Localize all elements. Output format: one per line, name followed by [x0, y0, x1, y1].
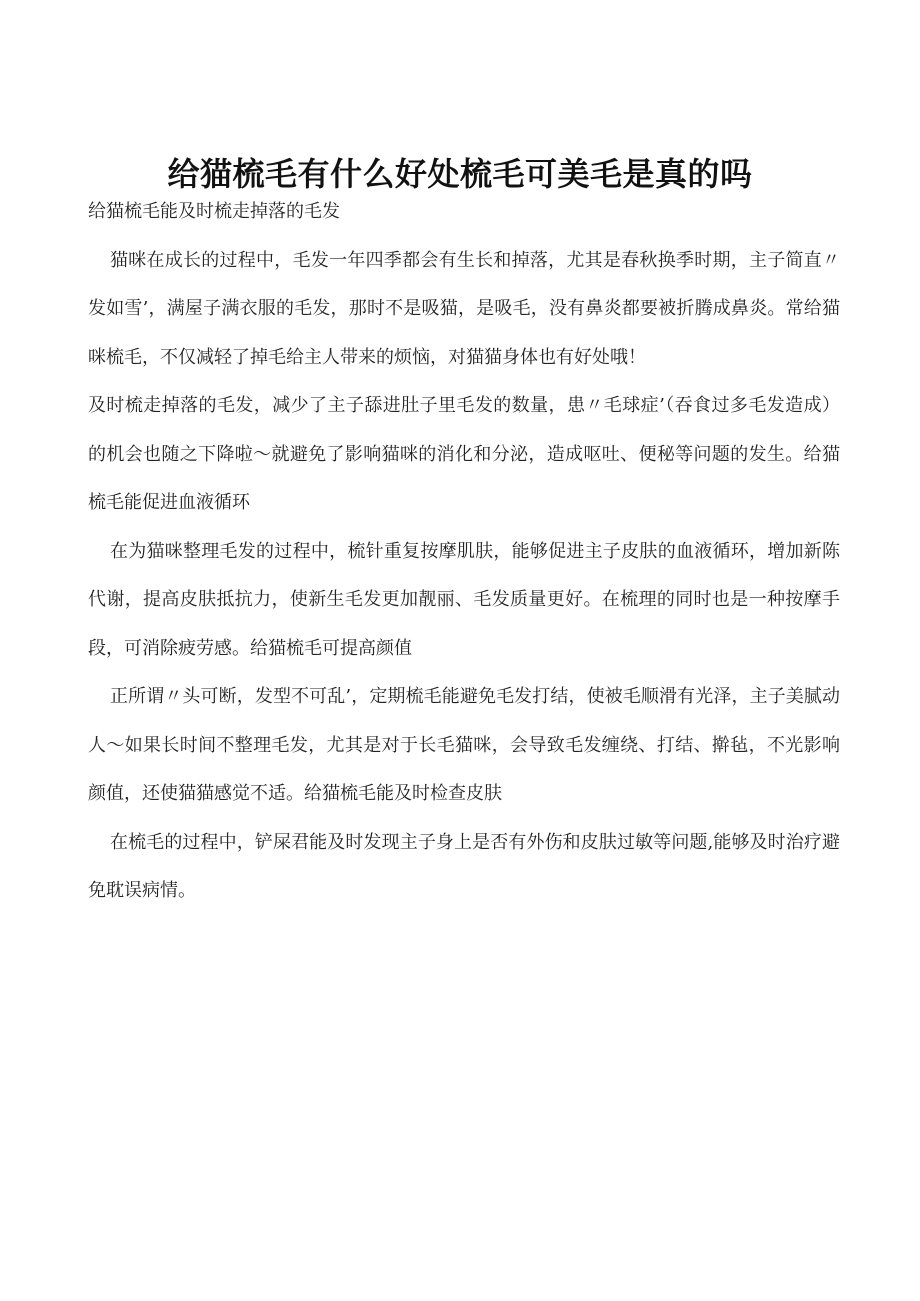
paragraph-6: 在梳毛的过程中，铲屎君能及时发现主子身上是否有外伤和皮肤过敏等问题,能够及时治疗避免耽误病情。	[88, 831, 840, 901]
document-body	[88, 188, 840, 916]
paragraph-4: 在为猫咪整理毛发的过程中，梳针重复按摩肌肤，能够促进主子皮肤的血液循环，增加新陈代谢，提高皮肤抵抗力，使新生毛发更加靓丽、毛发质量更好。在梳理的同时也是一种按摩手段，可消除疲劳感。给猫梳毛可提高颜值	[88, 540, 840, 659]
paragraph-3: 及时梳走掉落的毛发，减少了主子舔进肚子里毛发的数量，患〃毛球症’（吞食过多毛发造成）的机会也随之下降啦～就避免了影响猫咪的消化和分泌，造成呕吐、便秘等问题的发生。给猫梳毛能促进血液循环	[88, 395, 840, 513]
document-title: 给猫梳毛有什么好处梳毛可美毛是真的吗	[167, 155, 753, 194]
paragraph-5: 正所谓〃头可断，发型不可乱’，定期梳毛能避免毛发打结，使被毛顺滑有光泽，主子美腻动人～如果长时间不整理毛发，尤其是对于长毛猫咪，会导致毛发缠绕、打结、擀毡，不光影响颜值，还使猫猫感觉不适。给猫梳毛能及时检查皮肤	[88, 686, 840, 804]
paragraph-1: 给猫梳毛能及时梳走掉落的毛发	[88, 201, 340, 222]
paragraph-2: 猫咪在成长的过程中，毛发一年四季都会有生长和掉落，尤其是春秋换季时期，主子简直〃发如雪’，满屋子满衣服的毛发，那时不是吸猫，是吸毛，没有鼻炎都要被折腾成鼻炎。常给猫咪梳毛，不仅减轻了掉毛给主人带来的烦恼，对猫猫身体也有好处哦！	[88, 249, 840, 368]
